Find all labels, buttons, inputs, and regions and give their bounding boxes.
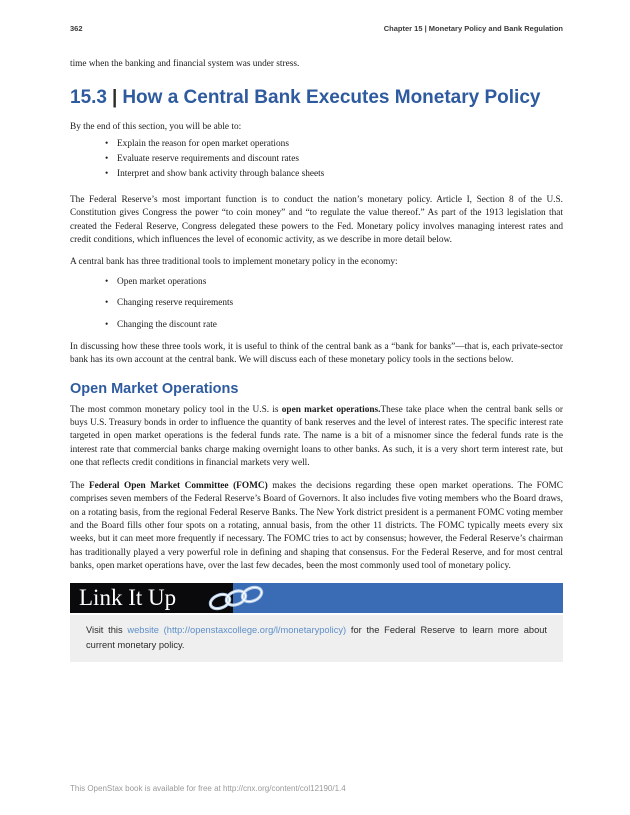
objectives-intro: By the end of this section, you will be able to: — [70, 122, 242, 133]
tool-item: • Changing the discount rate — [117, 318, 563, 332]
objective-item: • Evaluate reserve requirements and discount rates — [117, 152, 563, 167]
paragraph-fomc — [70, 480, 563, 574]
chain-links-icon — [207, 585, 267, 611]
subsection-heading: Open Market Operations — [70, 380, 239, 397]
running-header — [0, 0, 630, 33]
text-run: These take place when the central bank sells or buys U.S. Treasury bonds in order to influence the quantity of bank reserves and the level of interest rates. The specific interest rate targeted in open market operations is the federal funds rate. The name is a bit of a misnomer since the federal funds rate is the interest rate that commercial banks charge making overnight loans to other banks. As such, it is a very short term interest rate, but one that reflects credit conditions in financial markets very well. — [70, 404, 563, 469]
running-footer: This OpenStax book is available for free at http://cnx.org/content/col12190/1.4 — [70, 784, 346, 793]
section-heading — [70, 86, 563, 110]
link-it-up-banner — [70, 583, 563, 613]
section-number: 15.3 — [70, 87, 107, 109]
paragraph-fed-function: The Federal Reserve’s most important function is to conduct the nation’s monetary policy. Article I, Section 8 of the U.S. Constitution gives Congress the power “to coin money” and “to regulate the value thereof.” As part of the 1913 legislation that created the Federal Reserve, Congress delegated these powers to the Fed. Monetary policy involves managing interest rates and credit conditions, which influences the level of economic activity, as we describe in more detail below. — [70, 194, 563, 246]
link-it-up-feature — [70, 583, 563, 662]
text-run: Visit this — [86, 624, 128, 635]
section-title: How a Central Bank Executes Monetary Policy — [122, 87, 541, 109]
bold-term-open-market-operations: open market operations. — [281, 404, 381, 415]
text-run: makes the decisions regarding these open market operations. The FOMC comprises seven members of the Federal Reserve’s Board of Governors. It also includes five voting members who the Board draws, on a rotating basis, from the regional Federal Reserve Banks. The New York district president is a permanent FOMC voting member and the Board fills other four spots on a rotating, annual basis, from the other 11 districts. The FOMC typically meets every six weeks, but it can meet more frequently if necessary. The FOMC tries to act by consensus; however, the Federal Reserve’s chairman has traditionally played a very powerful role in defining and shaping that consensus. For the Federal Reserve, and for most central banks, open market operations have, over the last few decades, been the most commonly used tool of monetary policy. — [70, 480, 563, 572]
objectives-list — [70, 137, 563, 182]
text-run: The most common monetary policy tool in the U.S. is — [70, 404, 282, 415]
page-content — [70, 58, 563, 662]
chapter-title: Chapter 15 | Monetary Policy and Bank Regulation — [383, 24, 563, 33]
tool-item: • Changing reserve requirements — [117, 296, 563, 310]
bold-term-fomc: Federal Open Market Committee (FOMC) — [88, 480, 268, 491]
text-run: for the Federal Reserve to learn more about current monetary policy. — [86, 624, 547, 650]
intro-paragraph: time when the banking and financial system was under stress. — [70, 59, 300, 69]
paragraph-open-market-operations — [70, 404, 563, 471]
link-it-up-body — [70, 615, 563, 662]
text-run: The — [70, 480, 89, 491]
paragraph-discussing: In discussing how these three tools work, it is useful to think of the central bank as a “bank for banks”—that is, each private-sector bank has its own account at the central bank. We will discuss each of these monetary policy tools in the sections below. — [70, 341, 563, 366]
objective-item: • Explain the reason for open market operations — [117, 137, 563, 152]
section-separator: | — [111, 87, 118, 109]
tool-item: • Open market operations — [117, 275, 563, 289]
monetary-policy-link[interactable]: website (http://openstaxcollege.org/l/monetarypolicy) — [127, 624, 347, 635]
paragraph-tools-intro: A central bank has three traditional tools to implement monetary policy in the economy: — [70, 257, 398, 268]
link-it-up-title: Link It Up — [79, 584, 177, 610]
page-number: 362 — [70, 24, 83, 33]
objective-item: • Interpret and show bank activity through balance sheets — [117, 167, 563, 182]
tools-list — [70, 275, 563, 332]
